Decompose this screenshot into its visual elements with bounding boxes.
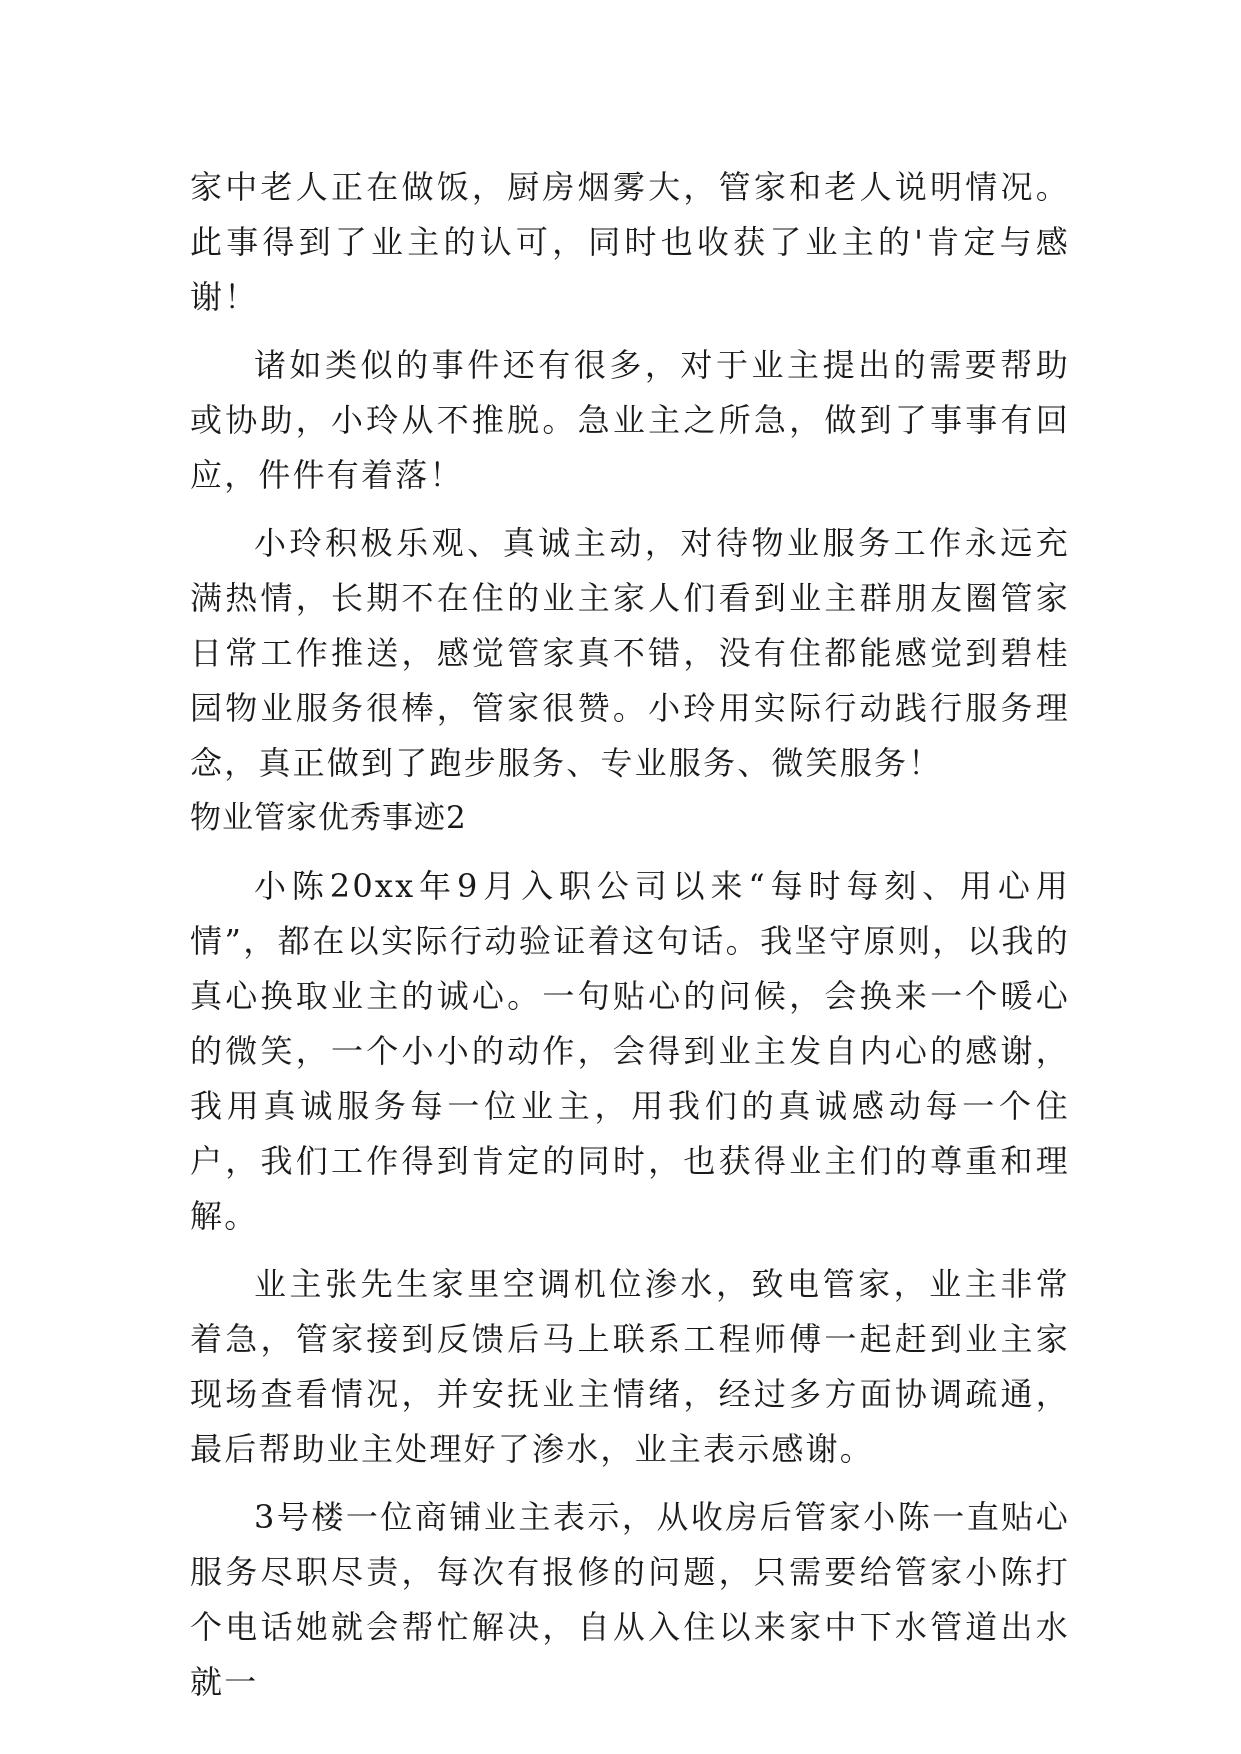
paragraph: 业主张先生家里空调机位渗水，致电管家，业主非常着急，管家接到反馈后马上联系工程师傅一起赶到业主家现场查看情况，并安抚业主情绪，经过多方面协调疏通，最后帮助业主处理好了渗水，业主表示感谢。 xyxy=(190,1265,1070,1468)
document-body xyxy=(190,160,1070,1710)
section-heading: 物业管家优秀事迹2 xyxy=(190,800,467,836)
paragraph: 诸如类似的事件还有很多，对于业主提出的需要帮助或协助，小玲从不推脱。急业主之所急，做到了事事有回应，件件有着落！ xyxy=(190,346,1070,494)
paragraph-continued: 家中老人正在做饭，厨房烟雾大，管家和老人说明情况。此事得到了业主的认可，同时也收获了业主的'肯定与感谢！ xyxy=(190,168,1070,316)
paragraph: 小玲积极乐观、真诚主动，对待物业服务工作永远充满热情，长期不在住的业主家人们看到业主群朋友圈管家日常工作推送，感觉管家真不错，没有住都能感觉到碧桂园物业服务很棒，管家很赞。小玲用实际行动践行服务理念，真正做到了跑步服务、专业服务、微笑服务！ xyxy=(190,524,1070,782)
paragraph: 3号楼一位商铺业主表示，从收房后管家小陈一直贴心服务尽职尽责，每次有报修的问题，只需要给管家小陈打个电话她就会帮忙解决，自从入住以来家中下水管道出水就一 xyxy=(190,1498,1070,1701)
paragraph: 小陈20xx年9月入职公司以来“每时每刻、用心用情”，都在以实际行动验证着这句话。我坚守原则，以我的真心换取业主的诚心。一句贴心的问候，会换来一个暖心的微笑，一个小小的动作，会得到业主发自内心的感谢，我用真诚服务每一位业主，用我们的真诚感动每一个住户，我们工作得到肯定的同时，也获得业主们的尊重和理解。 xyxy=(190,867,1070,1235)
